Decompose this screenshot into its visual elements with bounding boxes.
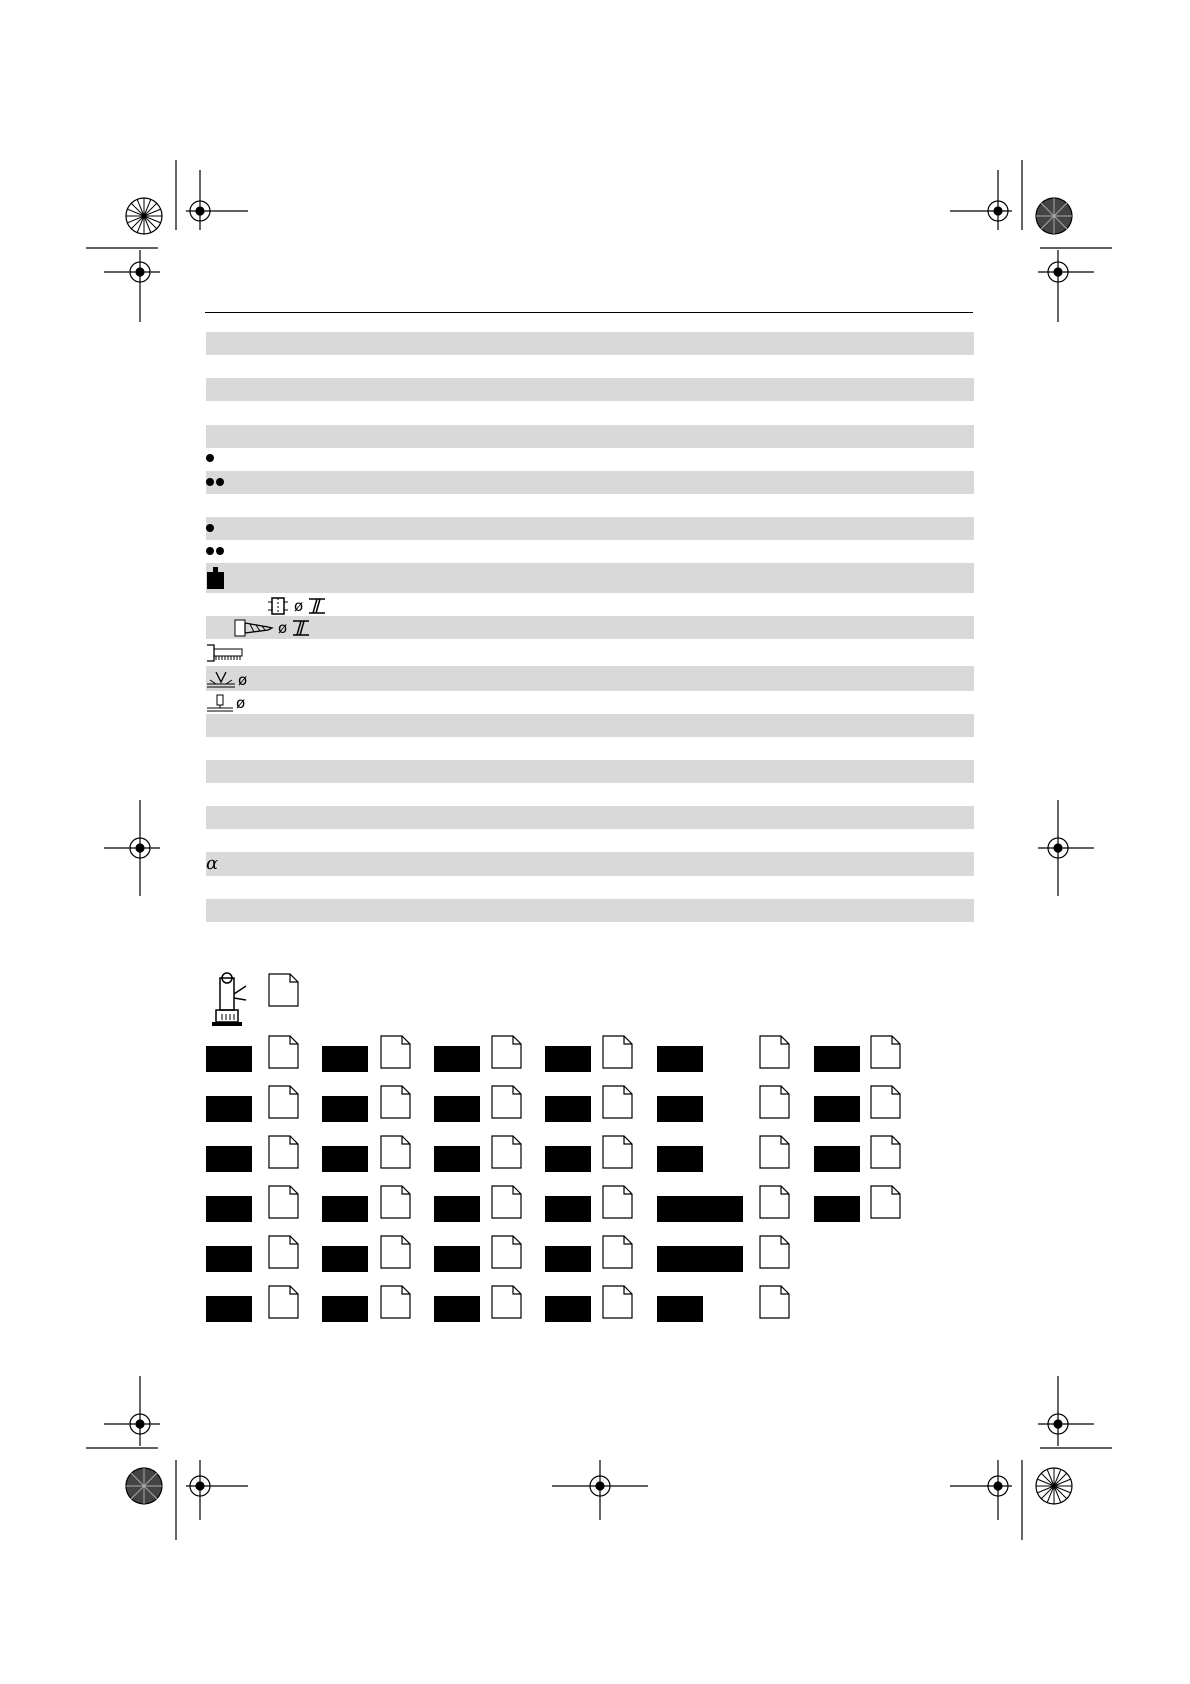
- redacted-block: [434, 1196, 480, 1222]
- bullet-double-b: [216, 478, 224, 486]
- document-page-icon: [870, 1035, 901, 1069]
- document-page-icon: [268, 1235, 299, 1269]
- document-page-icon: [870, 1185, 901, 1219]
- document-page-icon: [759, 1185, 790, 1219]
- spec-row-speed-2: [206, 471, 226, 493]
- reamer-icon: [206, 693, 234, 713]
- redacted-block: [545, 1196, 591, 1222]
- redacted-block: [206, 1096, 252, 1122]
- spec-row-band: [206, 852, 974, 876]
- steel-beam-icon: [307, 596, 327, 616]
- document-page-icon: [491, 1235, 522, 1269]
- document-page-icon: [491, 1035, 522, 1069]
- spec-row-speed-2b: [206, 540, 226, 562]
- redacted-block: [545, 1246, 591, 1272]
- document-page-icon: [268, 1085, 299, 1119]
- registration-sunburst-top-left: [124, 196, 164, 236]
- header-rule: [205, 312, 973, 313]
- document-page-icon: [602, 1085, 633, 1119]
- bullet-single: [206, 524, 214, 532]
- document-page-icon: [602, 1185, 633, 1219]
- document-page-icon: [602, 1135, 633, 1169]
- document-page-icon: [268, 973, 299, 1007]
- document-page-icon: [268, 1285, 299, 1319]
- document-page-icon: [759, 1035, 790, 1069]
- spec-row-band: [206, 666, 974, 691]
- document-page-icon: [268, 1035, 299, 1069]
- registration-sunburst-bottom-right: [1034, 1466, 1074, 1506]
- redacted-block: [434, 1096, 480, 1122]
- document-page-icon: [380, 1185, 411, 1219]
- redacted-block: [434, 1296, 480, 1322]
- diameter-symbol: ø: [294, 596, 304, 615]
- document-page-icon: [491, 1085, 522, 1119]
- redacted-block: [206, 1146, 252, 1172]
- document-page-icon: [759, 1085, 790, 1119]
- redacted-block: [434, 1246, 480, 1272]
- diameter-symbol: ø: [238, 670, 248, 689]
- redacted-block: [814, 1196, 860, 1222]
- thread-tap-icon: [206, 643, 246, 663]
- spec-row-angle: [206, 852, 218, 874]
- weight-icon: [206, 566, 226, 590]
- registration-sunburst-top-right: [1034, 196, 1074, 236]
- document-page-icon: [759, 1135, 790, 1169]
- spec-row-band: [206, 714, 974, 737]
- redacted-block: [545, 1046, 591, 1072]
- bullet-double-a: [206, 547, 214, 555]
- document-page-icon: [380, 1235, 411, 1269]
- redacted-block: [206, 1196, 252, 1222]
- twist-drill-icon: [234, 618, 274, 638]
- redacted-block: [657, 1296, 703, 1322]
- redacted-block: [322, 1196, 368, 1222]
- redacted-block: [206, 1046, 252, 1072]
- spec-row-band: [206, 616, 974, 639]
- document-page-icon: [602, 1285, 633, 1319]
- redacted-block: [545, 1146, 591, 1172]
- document-page-icon: [759, 1235, 790, 1269]
- spec-row-band: [206, 899, 974, 922]
- redacted-block: [322, 1046, 368, 1072]
- magnetic-drill-press-icon: [208, 970, 250, 1028]
- redacted-block: [322, 1146, 368, 1172]
- spec-row-reamer: [206, 692, 245, 714]
- document-page-icon: [870, 1085, 901, 1119]
- redacted-block: [657, 1146, 703, 1172]
- countersink-icon: [206, 670, 236, 690]
- redacted-block: [434, 1146, 480, 1172]
- spec-row-twist-drill: [234, 617, 311, 639]
- redacted-block: [657, 1046, 703, 1072]
- redacted-block: [814, 1146, 860, 1172]
- redacted-block: [434, 1046, 480, 1072]
- spec-row-band: [206, 378, 974, 401]
- registration-sunburst-bottom-left: [124, 1466, 164, 1506]
- redacted-block: [657, 1096, 703, 1122]
- spec-row-band: [206, 517, 974, 540]
- core-drill-icon: [266, 596, 290, 616]
- diameter-symbol: ø: [236, 693, 246, 712]
- document-page-icon: [380, 1085, 411, 1119]
- document-page-icon: [602, 1035, 633, 1069]
- document-page-icon: [380, 1035, 411, 1069]
- document-page-icon: [870, 1135, 901, 1169]
- spec-row-countersink: [206, 669, 247, 691]
- document-page-icon: [268, 1185, 299, 1219]
- redacted-block: [657, 1246, 743, 1272]
- spec-row-band: [206, 806, 974, 829]
- spec-row-speed-1: [206, 447, 216, 469]
- document-page-icon: [491, 1185, 522, 1219]
- redacted-block: [206, 1246, 252, 1272]
- redacted-block: [545, 1296, 591, 1322]
- spec-row-speed-1b: [206, 517, 216, 539]
- document-page-icon: [759, 1285, 790, 1319]
- redacted-block: [322, 1246, 368, 1272]
- spec-row-band: [206, 563, 974, 593]
- spec-row-band: [206, 425, 974, 448]
- redacted-block: [206, 1296, 252, 1322]
- spec-row-core-drill: [266, 595, 327, 617]
- redacted-block: [814, 1096, 860, 1122]
- spec-row-band: [206, 471, 974, 494]
- redacted-block: [322, 1096, 368, 1122]
- document-page-icon: [491, 1285, 522, 1319]
- spec-row-band: [206, 332, 974, 355]
- document-page-icon: [602, 1235, 633, 1269]
- alpha-symbol: α: [206, 852, 219, 874]
- redacted-block: [545, 1096, 591, 1122]
- document-page-icon: [491, 1135, 522, 1169]
- document-page-icon: [268, 1135, 299, 1169]
- redacted-block: [657, 1196, 743, 1222]
- bullet-double-b: [216, 547, 224, 555]
- document-page-icon: [380, 1135, 411, 1169]
- bullet-double-a: [206, 478, 214, 486]
- diameter-symbol: ø: [278, 618, 288, 637]
- spec-row-band: [206, 760, 974, 783]
- document-page-icon: [380, 1285, 411, 1319]
- bullet-single: [206, 454, 214, 462]
- redacted-block: [322, 1296, 368, 1322]
- steel-beam-icon: [291, 618, 311, 638]
- redacted-block: [814, 1046, 860, 1072]
